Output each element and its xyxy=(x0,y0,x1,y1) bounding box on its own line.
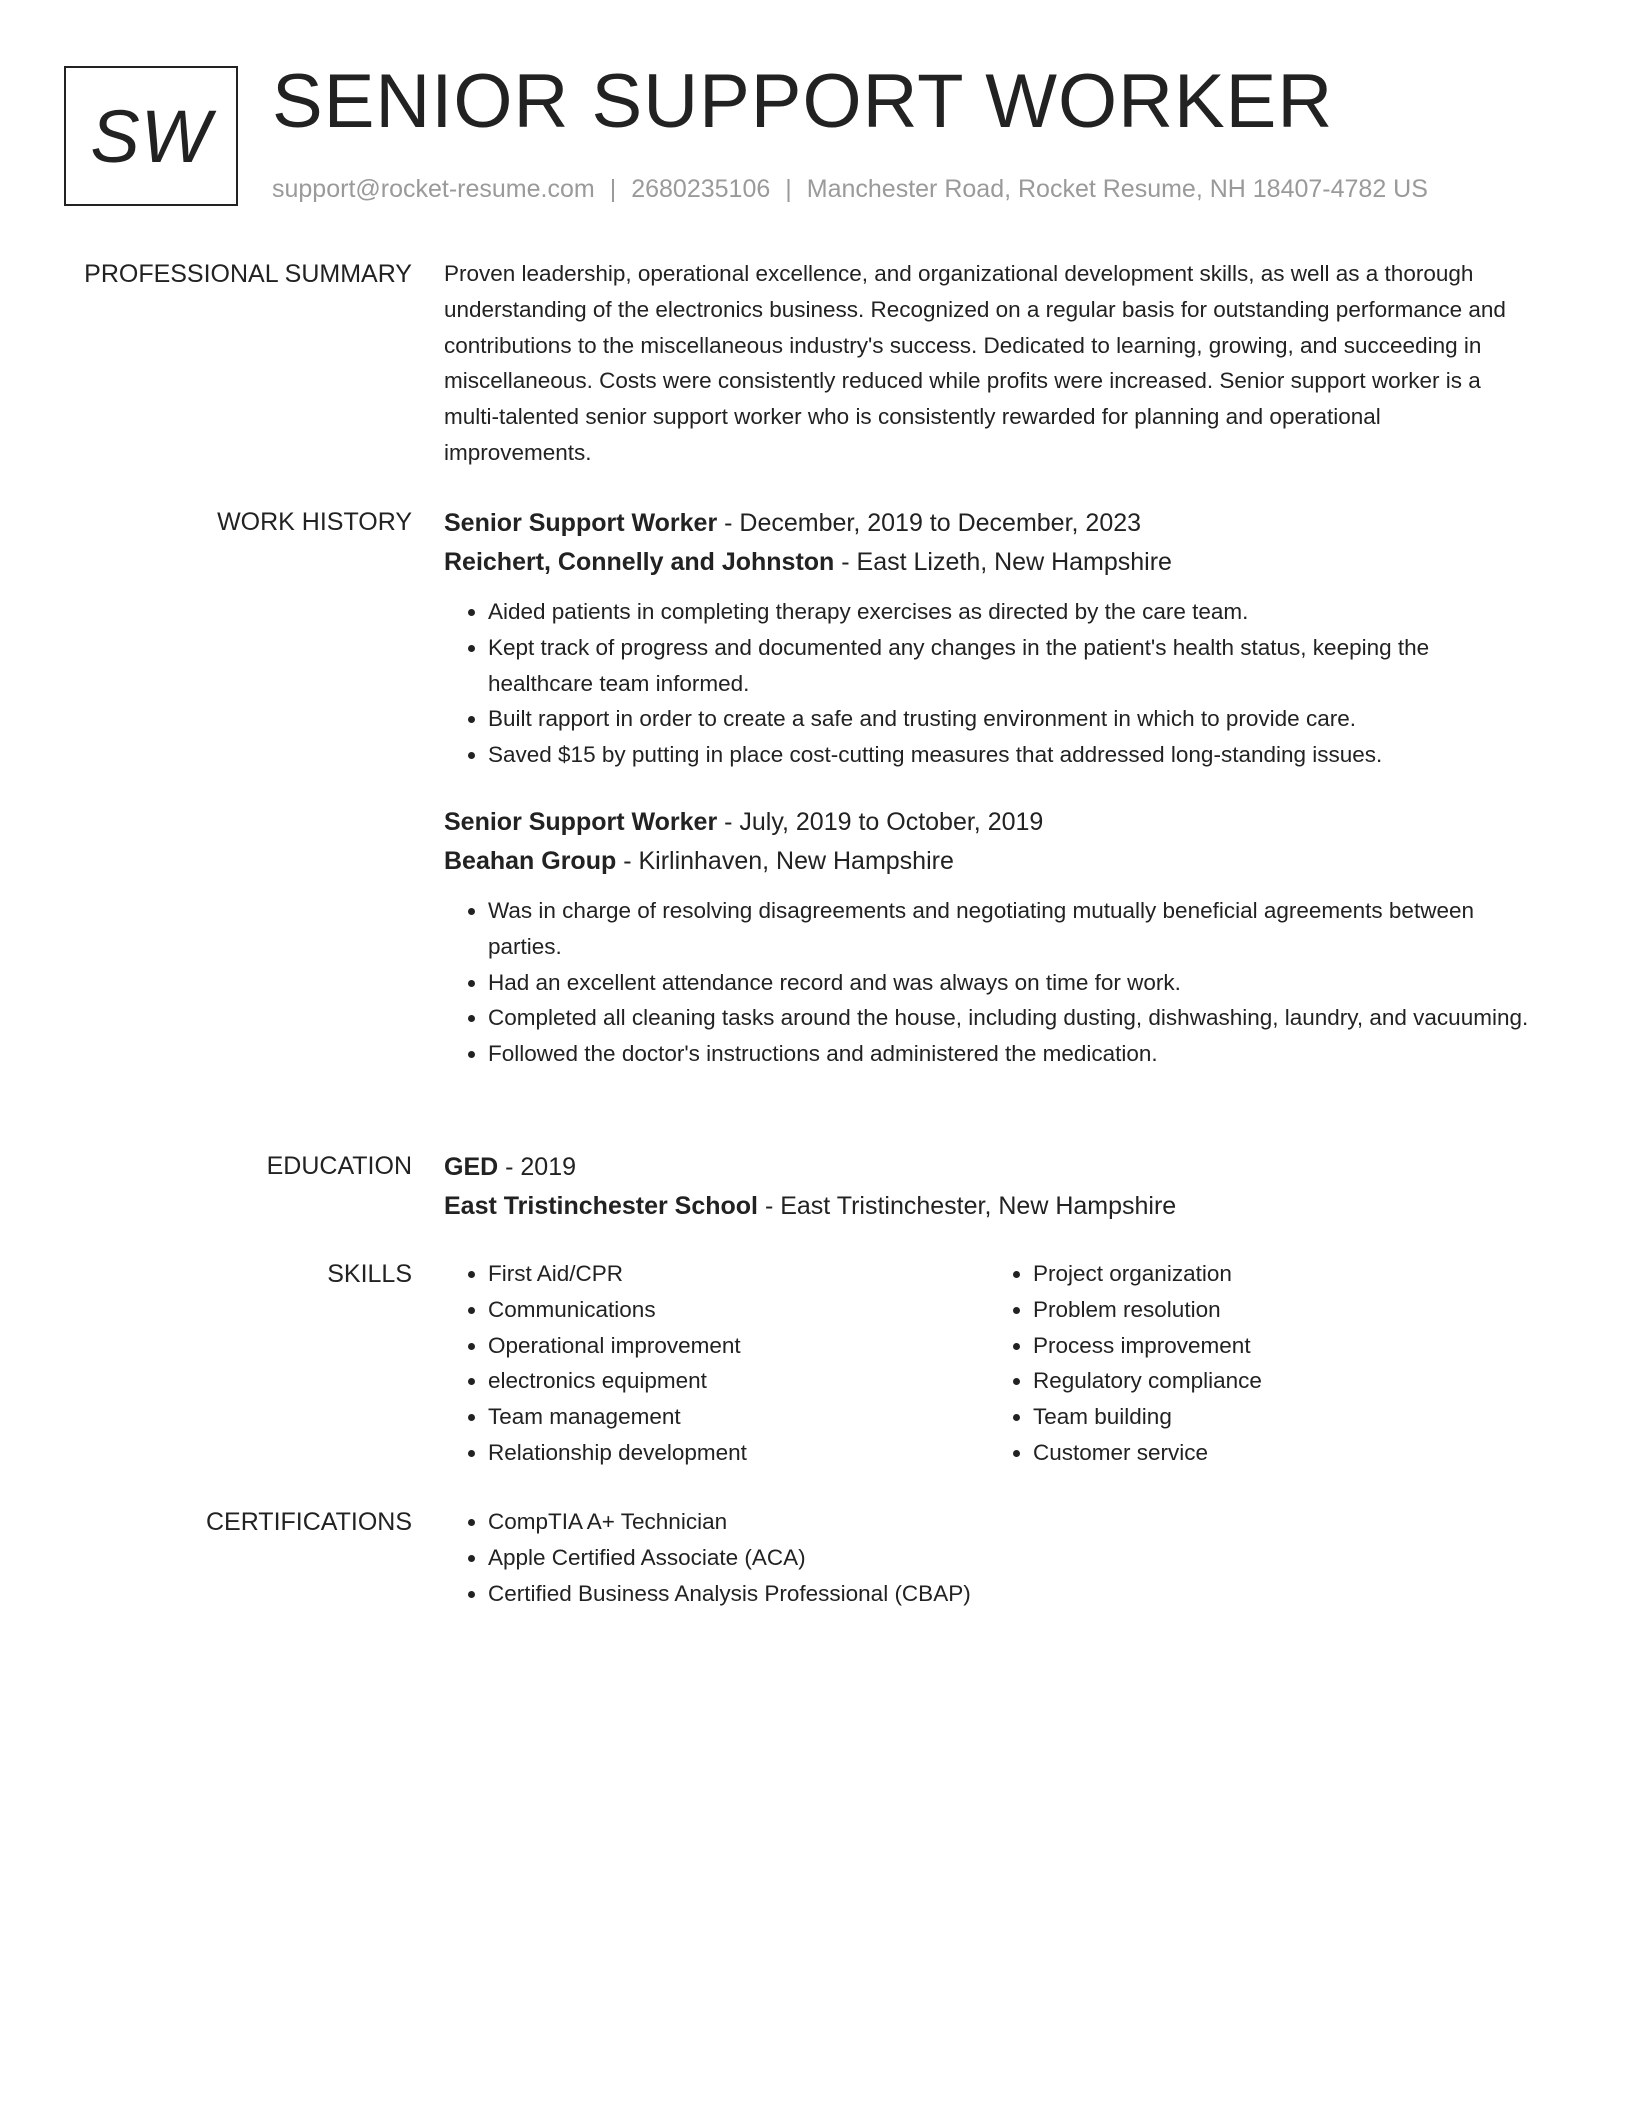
education-degree-line xyxy=(444,1148,1534,1187)
education-year: - 2019 xyxy=(498,1153,577,1181)
job-title: Senior Support Worker xyxy=(444,509,718,537)
skill-item: • Process improvement xyxy=(1033,1328,1534,1364)
job-bullet: • Was in charge of resolving disagreements and negotiating mutually beneficial agreements between parties. xyxy=(488,893,1534,965)
job-bullet-list xyxy=(444,594,1534,773)
job-bullet: • Aided patients in completing therapy exercises as directed by the care team. xyxy=(488,594,1534,630)
skills-column-left xyxy=(444,1256,989,1471)
skills-columns xyxy=(444,1256,1534,1471)
skill-item: • Customer service xyxy=(1033,1435,1534,1471)
education-school-line xyxy=(444,1187,1534,1226)
education-location: - East Tristinchester, New Hampshire xyxy=(758,1192,1177,1220)
certification-item: • CompTIA A+ Technician xyxy=(488,1504,1534,1540)
skills-column-right xyxy=(989,1256,1534,1471)
skill-item: • Problem resolution xyxy=(1033,1292,1534,1328)
job-bullet: • Kept track of progress and documented any changes in the patient's health status, keeping the healthcare team informed. xyxy=(488,630,1534,702)
skills-list-right xyxy=(989,1256,1534,1471)
contact-separator: | xyxy=(609,175,617,203)
job-company-line xyxy=(444,543,1534,582)
certification-item: • Certified Business Analysis Professional (CBAP) xyxy=(488,1576,1534,1612)
skill-item: • Operational improvement xyxy=(488,1328,989,1364)
contact-line xyxy=(272,172,1428,206)
work-history-label: WORK HISTORY xyxy=(217,508,412,536)
summary-body xyxy=(444,256,1534,471)
skill-item: • Regulatory compliance xyxy=(1033,1363,1534,1399)
job-dates: - July, 2019 to October, 2019 xyxy=(717,807,1044,836)
contact-email: support@rocket-resume.com xyxy=(272,175,595,203)
work-history-body xyxy=(444,504,1534,1072)
job-company: Reichert, Connelly and Johnston xyxy=(444,548,835,576)
job-company-line xyxy=(444,842,1534,881)
summary-text: Proven leadership, operational excellence, and organizational development skills, as well as a thorough understanding of the electronics business. Recognized on a regular basis for outstanding performance and contributions to the miscellaneous industry's success. Dedicated to learning, growing, and succeeding in miscellaneous. Costs were consistently reduced while profits were increased. Senior support worker is a multi-talented senior support worker who is consistently rewarded for planning and operational improvements. xyxy=(444,261,1506,465)
skill-item: • Relationship development xyxy=(488,1435,989,1471)
skills-label: SKILLS xyxy=(327,1260,412,1288)
job-bullet: • Completed all cleaning tasks around the house, including dusting, dishwashing, laundry, and vacuuming. xyxy=(488,1000,1534,1036)
certifications-body xyxy=(444,1504,1534,1611)
job-bullet: • Had an excellent attendance record and was always on time for work. xyxy=(488,965,1534,1001)
certification-item: • Apple Certified Associate (ACA) xyxy=(488,1540,1534,1576)
contact-address: Manchester Road, Rocket Resume, NH 18407-4782 US xyxy=(806,175,1428,203)
skills-list-left xyxy=(444,1256,989,1471)
skill-item: • electronics equipment xyxy=(488,1363,989,1399)
job-location: - Kirlinhaven, New Hampshire xyxy=(616,846,954,875)
job-bullet: • Followed the doctor's instructions and administered the medication. xyxy=(488,1036,1534,1072)
resume-name-title: SENIOR SUPPORT WORKER xyxy=(272,59,1334,144)
job-bullet: • Built rapport in order to create a safe and trusting environment in which to provide care. xyxy=(488,701,1534,737)
job-company: Beahan Group xyxy=(444,846,617,875)
skill-item: • Communications xyxy=(488,1292,989,1328)
skill-item: • Project organization xyxy=(1033,1256,1534,1292)
contact-phone: 2680235106 xyxy=(631,175,771,203)
job-title: Senior Support Worker xyxy=(444,807,718,836)
job-title-line xyxy=(444,803,1534,842)
job-location: - East Lizeth, New Hampshire xyxy=(834,548,1172,576)
skill-item: • Team building xyxy=(1033,1399,1534,1435)
education-label: EDUCATION xyxy=(266,1152,412,1180)
monogram-badge: SW xyxy=(64,66,238,206)
certifications-label: CERTIFICATIONS xyxy=(205,1508,412,1536)
skill-item: • Team management xyxy=(488,1399,989,1435)
job-bullet-list xyxy=(444,893,1534,1072)
education-body xyxy=(444,1148,1534,1226)
education-school: East Tristinchester School xyxy=(444,1192,758,1220)
job-entry xyxy=(444,803,1534,1072)
skills-body xyxy=(444,1256,1534,1471)
contact-separator: | xyxy=(785,175,792,203)
job-title-line xyxy=(444,504,1534,543)
education-degree: GED xyxy=(444,1153,499,1181)
job-dates: - December, 2019 to December, 2023 xyxy=(717,509,1142,537)
skill-item: • First Aid/CPR xyxy=(488,1256,989,1292)
job-entry xyxy=(444,504,1534,773)
certifications-list xyxy=(444,1504,1534,1611)
job-bullet: • Saved $15 by putting in place cost-cutting measures that addressed long-standing issues. xyxy=(488,737,1534,773)
summary-label: PROFESSIONAL SUMMARY xyxy=(84,260,412,288)
